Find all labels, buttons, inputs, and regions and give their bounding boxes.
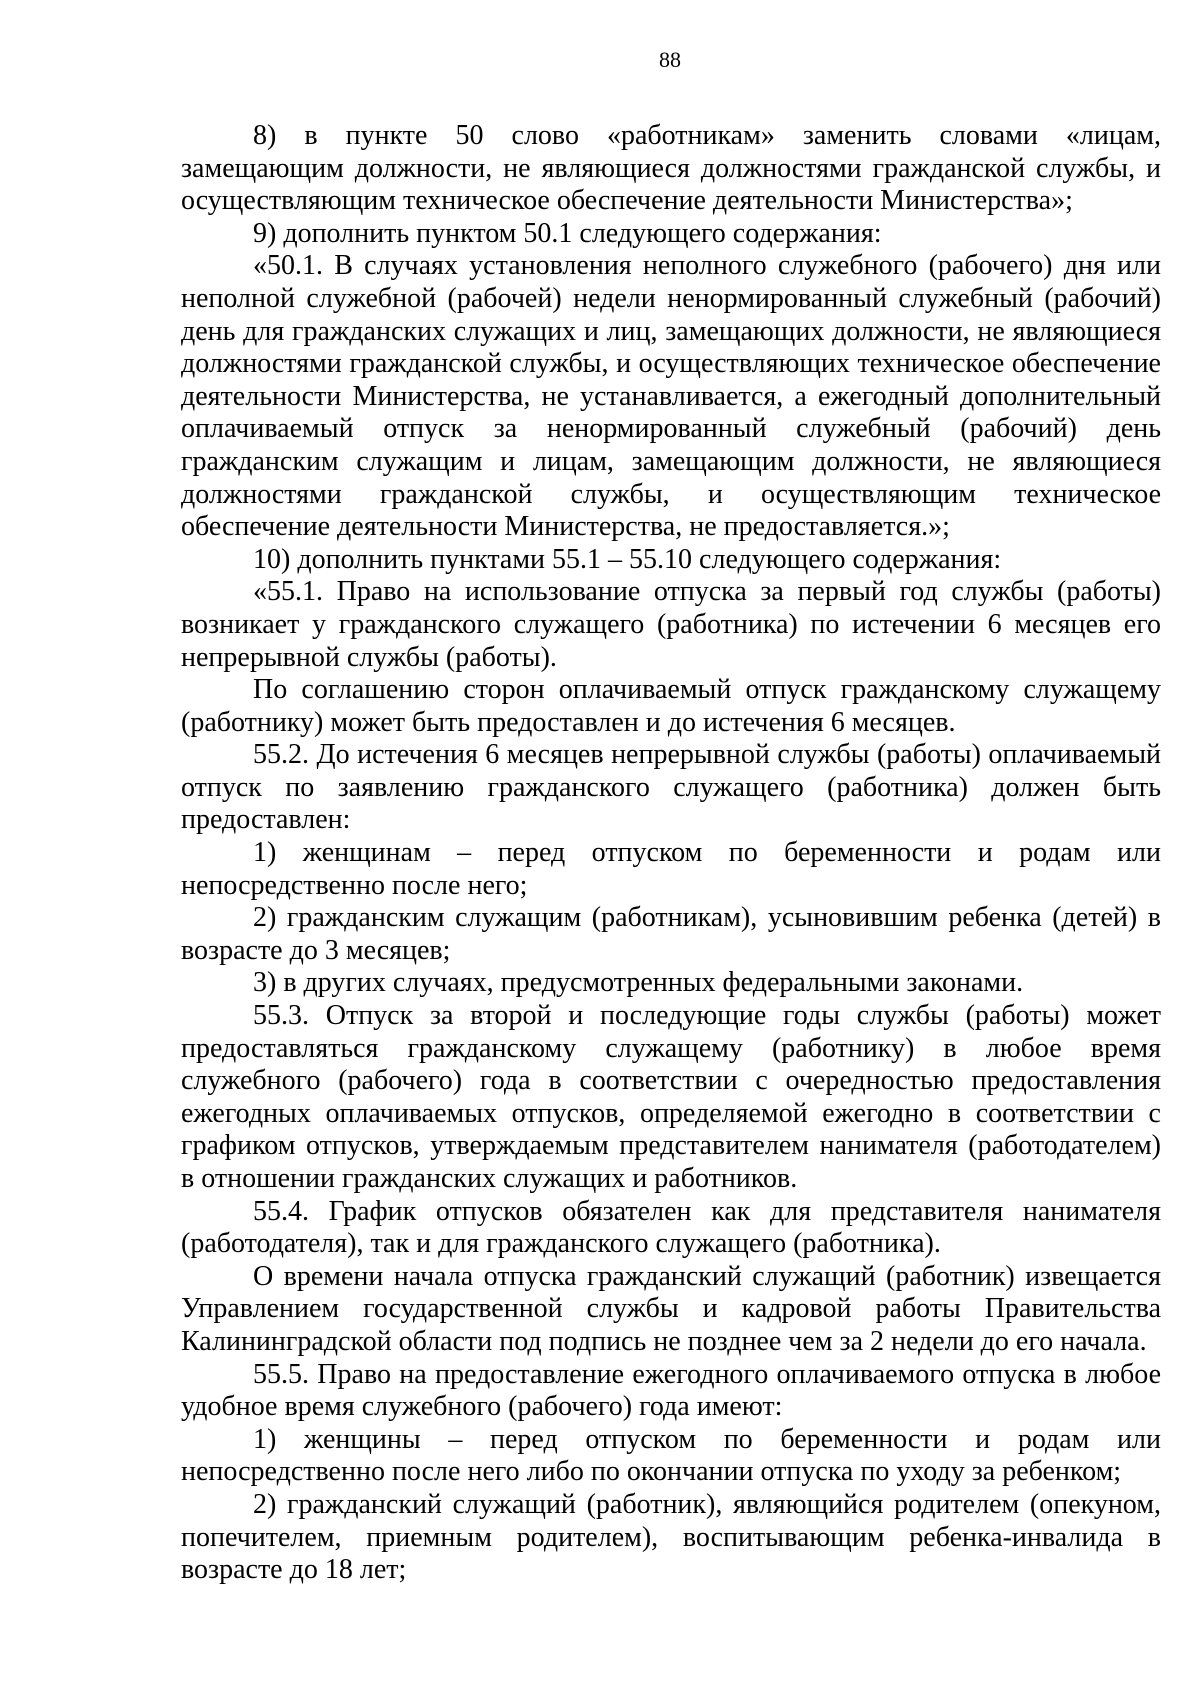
document-body (181, 120, 1161, 1587)
paragraph-item-10: 10) дополнить пунктами 55.1 – 55.10 следующего содержания: (253, 543, 1002, 575)
paragraph-55-2-sub-1: 1) женщинам – перед отпуском по беременности и родам или непосредственно после него; (181, 837, 1161, 901)
paragraph-55-5-sub-1: 1) женщины – перед отпуском по беременности и родам или непосредственно после него либо по окончании отпуска по уходу за ребенком; (181, 1423, 1161, 1488)
paragraph-55-3: 55.3. Отпуск за второй и последующие годы службы (работы) может предоставляться гражданскому служащему (работнику) в любое время служебного (рабочего) года в соответствии с очередностью предоставления ежегодных оплачиваемых отпусков, определяемой ежегодно в соответствии с графиком отпусков, утверждаемым представителем нанимателя (работодателем) в отношении гражданских служащих и работников. (181, 1000, 1161, 1194)
paragraph-55-2-sub-3: 3) в других случаях, предусмотренных федеральными законами. (253, 967, 1024, 999)
paragraph-55-5-sub-2: 2) гражданский служащий (работник), являющийся родителем (опекуном, попечителем, приемным родителем), воспитывающим ребенка-инвалида в возрасте до 18 лет; (181, 1488, 1161, 1586)
paragraph-55-4: 55.4. График отпусков обязателен как для представителя нанимателя (работодателя), так и для гражданского служащего (работника). (181, 1195, 1161, 1260)
paragraph-item-9: 9) дополнить пунктом 50.1 следующего содержания: (253, 217, 882, 249)
paragraph-55-2: 55.2. До истечения 6 месяцев непрерывной службы (работы) оплачиваемый отпуск по заявлению гражданского служащего (работника) должен быть предоставлен: (181, 739, 1161, 836)
paragraph-55-1: «55.1. Право на использование отпуска за первый год службы (работы) возникает у гражданского служащего (работника) по истечении 6 месяцев его непрерывной службы (работы). (181, 576, 1161, 673)
page-number: 88 (659, 47, 681, 72)
paragraph-55-5: 55.5. Право на предоставление ежегодного оплачиваемого отпуска в любое удобное время служебного (рабочего) года имеют: (181, 1358, 1161, 1423)
paragraph-item-8: 8) в пункте 50 слово «работникам» заменить словами «лицам, замещающим должности, не являющиеся должностями гражданской службы, и осуществляющим техническое обеспечение деятельности Министерства»; (181, 120, 1161, 217)
paragraph-50-1: «50.1. В случаях установления неполного служебного (рабочего) дня или неполной служебной (рабочей) недели ненормированный служебный (рабочий) день для гражданских служащих и лиц, замещающих должности, не являющиеся должностями гражданской службы, и осуществляющих техническое обеспечение деятельности Министерства, не устанавливается, а ежегодный дополнительный оплачиваемый отпуск за ненормированный служебный (рабочий) день гражданским служащим и лицам, замещающим должности, не являющиеся должностями гражданской службы, и осуществляющим техническое обеспечение деятельности Министерства, не предоставляется.»; (181, 250, 1161, 543)
paragraph-55-1-agreement: По соглашению сторон оплачиваемый отпуск гражданскому служащему (работнику) может быть предоставлен и до истечения 6 месяцев. (181, 674, 1161, 738)
paragraph-55-4-notice: О времени начала отпуска гражданский служащий (работник) извещается Управлением государственной службы и кадровой работы Правительства Калининградской области под подпись не позднее чем за 2 недели до его начала. (181, 1260, 1161, 1357)
paragraph-55-2-sub-2: 2) гражданским служащим (работникам), усыновившим ребенка (детей) в возрасте до 3 месяцев; (181, 902, 1161, 966)
